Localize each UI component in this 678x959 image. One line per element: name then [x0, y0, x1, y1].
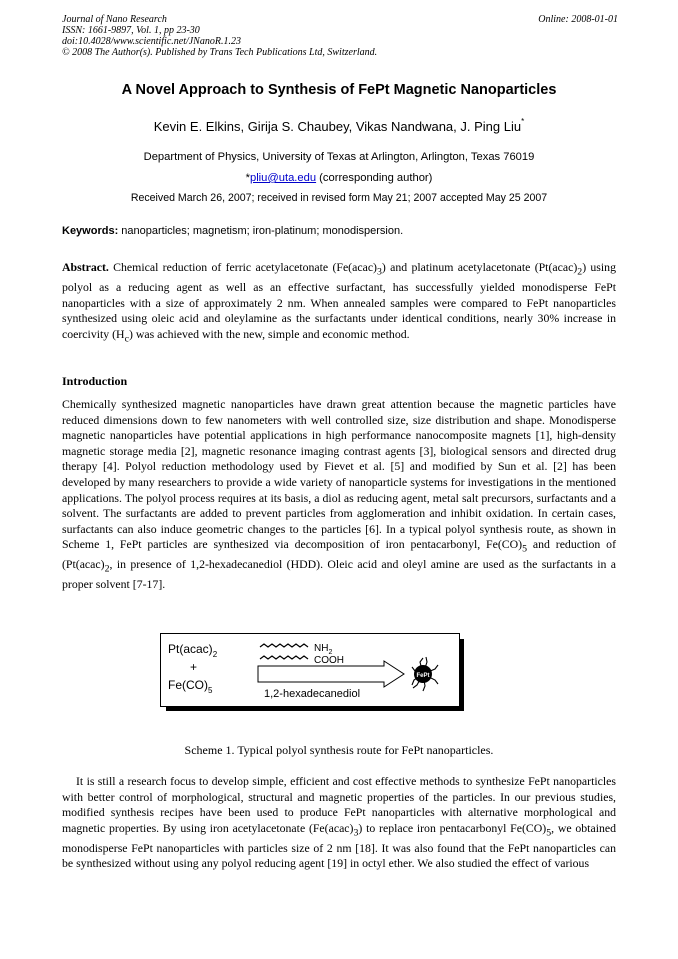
- keywords: [62, 225, 618, 237]
- doi-line: doi:10.4028/www.scientific.net/JNanoR.1.23: [62, 36, 241, 47]
- plus-sign: +: [190, 660, 198, 674]
- subscript: 3: [376, 266, 382, 278]
- chain-zigzag-icon: [260, 656, 308, 659]
- email-note: (corresponding author): [316, 172, 433, 184]
- body-paragraph: [62, 774, 616, 872]
- journal-name: Journal of Nano Research: [62, 14, 167, 25]
- subscript: c: [124, 333, 129, 345]
- body-text: ) to replace iron pentacarbonyl Fe(CO): [358, 820, 547, 835]
- particle-label: FePt: [416, 673, 430, 679]
- nanoparticle-icon: [412, 657, 438, 691]
- intro-text: , in presence of 1,2-hexadecanediol (HDD). Oleic acid and oleyl amine are used as the surfactants in a proper solvent [7-17].: [62, 557, 616, 592]
- keywords-label: Keywords:: [62, 225, 119, 237]
- paper-title: A Novel Approach to Synthesis of FePt Magnetic Nanoparticles: [121, 82, 557, 98]
- reagent-label: 1,2-hexadecanediol: [264, 688, 361, 700]
- abstract-text: ) was achieved with the new, simple and economic method.: [128, 326, 410, 341]
- keywords-text: nanoparticles; magnetism; iron-platinum; monodispersion.: [118, 225, 404, 237]
- amine-label: $NH_2$: [314, 643, 333, 656]
- introduction-paragraph: [62, 397, 616, 593]
- email-star: *: [245, 172, 250, 184]
- subscript: 2: [577, 266, 583, 278]
- scheme-caption: Scheme 1. Typical polyol synthesis route for FePt nanoparticles.: [184, 743, 494, 757]
- subscript: 5: [546, 827, 552, 839]
- contact-email: [0, 172, 678, 184]
- section-heading-introduction: Introduction: [62, 374, 128, 388]
- abstract-text: Chemical reduction of ferric acetylacetonate (Fe(acac): [108, 260, 377, 274]
- abstract-text: ) using polyol as a reducing agent as well as an effective surfactant, has successfully yielded monodisperse FePt nanoparticles with a size of approximately 2 nm. When annealed samples were compared to FePt nanoparticles synthesized using oleic acid and oleylamine as the surfactants under identical conditions, nearly 30% increase in coercivity (H: [62, 260, 616, 341]
- subscript: 5: [522, 543, 528, 555]
- figure-shadow: [460, 639, 464, 711]
- subscript: 3: [353, 827, 359, 839]
- body-text: , we obtained monodisperse FePt nanoparticles with particles size of 2 nm [18]. It was also found that the FePt nanoparticles can be synthesized without using any polyol reducing agent [19] in octyl ether. We also studied the effect of various: [62, 820, 617, 871]
- author-names: Kevin E. Elkins, Girija S. Chaubey, Vikas Nandwana, J. Ping Liu: [153, 119, 522, 134]
- author-list: [0, 117, 678, 134]
- issn-line: ISSN: 1661-9897, Vol. 1, pp 23-30: [62, 25, 200, 36]
- journal-header: [62, 14, 618, 58]
- received-dates: Received March 26, 2007; received in revised form May 21; 2007 accepted May 25 2007: [130, 192, 548, 204]
- body-text: It is still a research focus to develop simple, efficient and cost effective methods to synthesize FePt nanoparticles with better control of morphological, structural and magnetic properties of the particles. In our previous studies, modified synthesis recipes have been used to produce FePt nanoparticles with alternative morphological and magnetic properties. By using iron acetylacetonate (Fe(acac): [62, 774, 616, 835]
- abstract-text: ) and platinum acetylacetonate (Pt(acac): [381, 260, 578, 274]
- abstract-label: Abstract.: [62, 260, 109, 274]
- acid-label: COOH: [314, 655, 344, 666]
- subscript: 2: [104, 563, 110, 575]
- intro-text: Chemically synthesized magnetic nanoparticles have drawn great attention because the magnetic particles have reduced dimensions down to few nanometers with well controlled size, size distribution and shape. Monodisperse magnetic nanoparticles have potential applications in high performance nanocomposite magnets [1], high-density magnetic storage media [2], magnetic resonance imaging contrast agents [3], biological sensors and directed drug therapy [4]. Polyol reduction methodology used by Fievet et al. [5] and modified by Sun et al. [2] has been developed by many researchers to provide a wide variety of nanoparticle systems for investigations in the mentioned applications. The polyol process requires at its basis, a diol as reducing agent, metal salt precursors, surfactants and a solvent. The surfactants are added to prevent particles from agglomeration and inhibit oxidation. In certain cases, surfactants can also induce geometric changes to the particles [6]. In a typical polyol synthesis route, as shown in Scheme 1, FePt particles are synthesized via decomposition of iron pentacarbonyl, Fe(CO): [62, 397, 616, 552]
- reactant-pt: $Pt(acac)_2$: [168, 642, 218, 659]
- affiliation: Department of Physics, University of Texas at Arlington, Arlington, Texas 76019: [143, 151, 535, 163]
- intro-text: and reduction of (Pt(acac): [62, 537, 616, 572]
- chain-zigzag-icon: [260, 644, 308, 647]
- scheme-figure: [160, 633, 464, 711]
- copyright-line: © 2008 The Author(s). Published by Trans Tech Publications Ltd, Switzerland.: [62, 47, 378, 58]
- abstract: [62, 260, 616, 347]
- online-date: Online: 2008-01-01: [538, 14, 618, 25]
- figure-shadow: [166, 707, 464, 711]
- reaction-diagram: [160, 633, 460, 707]
- corresponding-mark: *: [521, 117, 525, 126]
- email-link[interactable]: pliu@uta.edu: [249, 172, 317, 184]
- reactant-fe: $Fe(CO)_5$: [168, 678, 213, 695]
